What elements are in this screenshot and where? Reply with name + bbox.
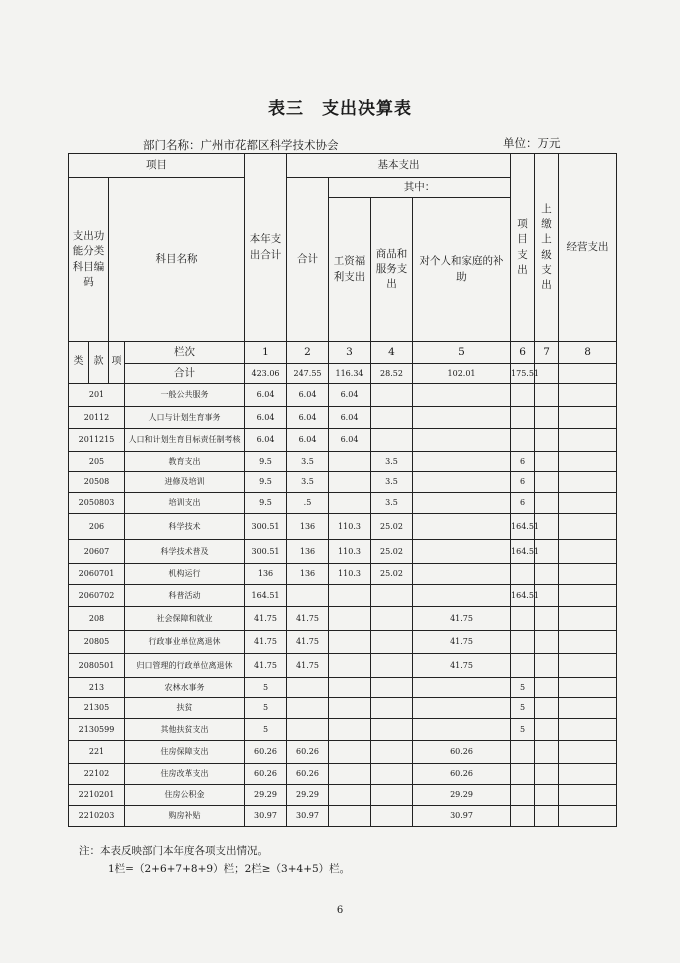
- table-row: [69, 407, 617, 429]
- subject-name: 人口与计划生育事务: [125, 407, 245, 429]
- value-col-8: [559, 564, 617, 585]
- value-col-1: 300.51: [245, 514, 287, 540]
- header-basic: 基本支出: [287, 154, 511, 178]
- subject-name: 科普活动: [125, 585, 245, 607]
- header-qizhong: 其中：: [329, 178, 511, 198]
- total-label: 合计: [125, 364, 245, 384]
- value-col-4: 25.02: [371, 514, 413, 540]
- header-salary: 工资福利支出: [329, 198, 371, 342]
- department-label: 部门名称：: [143, 138, 201, 152]
- value-col-3: [329, 493, 371, 514]
- value-col-6: [511, 384, 535, 407]
- value-col-4: [371, 429, 413, 452]
- value-col-8: [559, 785, 617, 806]
- table-row: [69, 514, 617, 540]
- value-col-7: [535, 564, 559, 585]
- value-col-7: [535, 806, 559, 827]
- value-col-1: 9.5: [245, 493, 287, 514]
- total-value: [559, 364, 617, 384]
- total-value: 28.52: [371, 364, 413, 384]
- value-col-4: [371, 607, 413, 631]
- col-num-6: 6: [511, 342, 535, 364]
- subject-code: 2210201: [69, 785, 125, 806]
- value-col-2: 136: [287, 540, 329, 564]
- value-col-3: [329, 585, 371, 607]
- value-col-7: [535, 452, 559, 472]
- value-col-4: 25.02: [371, 564, 413, 585]
- table-row: [69, 785, 617, 806]
- value-col-6: 6: [511, 493, 535, 514]
- value-col-7: [535, 384, 559, 407]
- col-num-4: 4: [371, 342, 413, 364]
- value-col-3: [329, 719, 371, 741]
- value-col-6: 164.51: [511, 514, 535, 540]
- col-num-2: 2: [287, 342, 329, 364]
- value-col-1: 6.04: [245, 384, 287, 407]
- subject-name: 机构运行: [125, 564, 245, 585]
- value-col-2: 6.04: [287, 407, 329, 429]
- value-col-5: [413, 384, 511, 407]
- total-row: [69, 364, 617, 384]
- value-col-4: [371, 698, 413, 719]
- value-col-5: [413, 493, 511, 514]
- value-col-8: [559, 452, 617, 472]
- subject-name: 农林水事务: [125, 678, 245, 698]
- value-col-2: 3.5: [287, 472, 329, 493]
- subject-code: 2060702: [69, 585, 125, 607]
- subject-code: 2210203: [69, 806, 125, 827]
- value-col-4: 3.5: [371, 472, 413, 493]
- department-name: 广州市花都区科学技术协会: [200, 138, 339, 152]
- department-line: [143, 137, 339, 153]
- table-row: [69, 429, 617, 452]
- value-col-8: [559, 764, 617, 785]
- total-value: 116.34: [329, 364, 371, 384]
- value-col-2: [287, 719, 329, 741]
- value-col-3: [329, 806, 371, 827]
- value-col-6: [511, 806, 535, 827]
- value-col-1: 29.29: [245, 785, 287, 806]
- value-col-6: [511, 607, 535, 631]
- value-col-2: 3.5: [287, 452, 329, 472]
- subject-code: 2011215: [69, 429, 125, 452]
- expenditure-table: [68, 153, 617, 827]
- value-col-4: [371, 585, 413, 607]
- subject-name: 教育支出: [125, 452, 245, 472]
- value-col-1: 6.04: [245, 429, 287, 452]
- header-business: 经营支出: [559, 154, 617, 342]
- total-value: 175.51: [511, 364, 535, 384]
- page-number: 6: [336, 905, 344, 916]
- value-col-3: 6.04: [329, 384, 371, 407]
- value-col-6: [511, 429, 535, 452]
- subject-name: 行政事业单位离退休: [125, 631, 245, 654]
- subject-name: 培训支出: [125, 493, 245, 514]
- value-col-4: [371, 785, 413, 806]
- subject-name: 购房补贴: [125, 806, 245, 827]
- value-col-8: [559, 384, 617, 407]
- subject-name: 归口管理的行政单位离退休: [125, 654, 245, 678]
- value-col-3: 110.3: [329, 564, 371, 585]
- value-col-5: [413, 514, 511, 540]
- total-value: 247.55: [287, 364, 329, 384]
- value-col-6: 6: [511, 472, 535, 493]
- value-col-1: 30.97: [245, 806, 287, 827]
- subject-code: 20607: [69, 540, 125, 564]
- value-col-7: [535, 741, 559, 764]
- col-num-7: 7: [535, 342, 559, 364]
- subject-code: 2130599: [69, 719, 125, 741]
- table-row: [69, 452, 617, 472]
- subject-name: 社会保障和就业: [125, 607, 245, 631]
- table-row: [69, 607, 617, 631]
- value-col-2: 6.04: [287, 384, 329, 407]
- value-col-2: .5: [287, 493, 329, 514]
- value-col-6: [511, 764, 535, 785]
- value-col-8: [559, 585, 617, 607]
- value-col-5: [413, 564, 511, 585]
- value-col-5: [413, 678, 511, 698]
- table-formula-note: 1栏=（2+6+7+8+9）栏；2栏≥（3+4+5）栏。: [108, 863, 351, 875]
- value-col-8: [559, 806, 617, 827]
- subject-code: 21305: [69, 698, 125, 719]
- value-col-3: [329, 472, 371, 493]
- total-value: 423.06: [245, 364, 287, 384]
- col-num-5: 5: [413, 342, 511, 364]
- value-col-5: 29.29: [413, 785, 511, 806]
- subject-code: 206: [69, 514, 125, 540]
- value-col-3: 6.04: [329, 407, 371, 429]
- value-col-8: [559, 407, 617, 429]
- value-col-1: 60.26: [245, 741, 287, 764]
- subject-name: 其他扶贫支出: [125, 719, 245, 741]
- value-col-7: [535, 698, 559, 719]
- subject-code: 201: [69, 384, 125, 407]
- subject-code: 20112: [69, 407, 125, 429]
- subject-name: 一般公共服务: [125, 384, 245, 407]
- table-row: [69, 585, 617, 607]
- total-value: 102.01: [413, 364, 511, 384]
- subject-code: 2060701: [69, 564, 125, 585]
- col-num-3: 3: [329, 342, 371, 364]
- value-col-5: [413, 540, 511, 564]
- value-col-3: [329, 678, 371, 698]
- value-col-2: 136: [287, 564, 329, 585]
- value-col-1: 60.26: [245, 764, 287, 785]
- value-col-4: [371, 764, 413, 785]
- value-col-8: [559, 678, 617, 698]
- table-row: [69, 540, 617, 564]
- value-col-7: [535, 764, 559, 785]
- value-col-5: 60.26: [413, 764, 511, 785]
- col-num-8: 8: [559, 342, 617, 364]
- value-col-6: [511, 631, 535, 654]
- header-lanci: 栏次: [125, 342, 245, 364]
- value-col-4: 3.5: [371, 452, 413, 472]
- value-col-8: [559, 429, 617, 452]
- value-col-5: [413, 585, 511, 607]
- value-col-5: [413, 698, 511, 719]
- value-col-7: [535, 719, 559, 741]
- value-col-3: [329, 452, 371, 472]
- value-col-6: [511, 785, 535, 806]
- value-col-4: [371, 719, 413, 741]
- value-col-6: [511, 741, 535, 764]
- value-col-7: [535, 631, 559, 654]
- header-xiangmu: 项目: [69, 154, 245, 178]
- value-col-7: [535, 785, 559, 806]
- col-num-1: 1: [245, 342, 287, 364]
- value-col-7: [535, 472, 559, 493]
- value-col-1: 5: [245, 698, 287, 719]
- value-col-8: [559, 698, 617, 719]
- subject-name: 住房保障支出: [125, 741, 245, 764]
- page-title: 表三 支出决算表: [268, 99, 412, 119]
- value-col-7: [535, 654, 559, 678]
- subject-code: 221: [69, 741, 125, 764]
- value-col-2: 30.97: [287, 806, 329, 827]
- value-col-5: [413, 719, 511, 741]
- subject-code: 208: [69, 607, 125, 631]
- value-col-1: 5: [245, 678, 287, 698]
- table-row: [69, 719, 617, 741]
- value-col-3: 6.04: [329, 429, 371, 452]
- value-col-6: [511, 564, 535, 585]
- subject-name: 人口和计划生育目标责任制考核: [125, 429, 245, 452]
- value-col-6: 6: [511, 452, 535, 472]
- value-col-2: 60.26: [287, 764, 329, 785]
- header-total-year: 本年支出合计: [245, 154, 287, 342]
- value-col-5: 41.75: [413, 654, 511, 678]
- value-col-5: [413, 472, 511, 493]
- value-col-5: [413, 407, 511, 429]
- value-col-2: 41.75: [287, 607, 329, 631]
- value-col-3: [329, 785, 371, 806]
- header-func-class: 支出功能分类科目编码: [69, 178, 109, 342]
- table-row: [69, 472, 617, 493]
- unit-label: 单位：万元: [503, 136, 561, 150]
- subject-code: 2080501: [69, 654, 125, 678]
- value-col-1: 6.04: [245, 407, 287, 429]
- subject-code: 20805: [69, 631, 125, 654]
- value-col-5: 30.97: [413, 806, 511, 827]
- value-col-7: [535, 407, 559, 429]
- header-upper: 上缴上级支出: [535, 154, 559, 342]
- header-lei: 类: [69, 342, 89, 384]
- value-col-8: [559, 514, 617, 540]
- subject-name: 科学技术: [125, 514, 245, 540]
- value-col-2: 29.29: [287, 785, 329, 806]
- header-goods: 商品和服务支出: [371, 198, 413, 342]
- subject-code: 2050803: [69, 493, 125, 514]
- value-col-6: 5: [511, 698, 535, 719]
- value-col-4: [371, 654, 413, 678]
- value-col-4: [371, 806, 413, 827]
- value-col-5: [413, 429, 511, 452]
- table-row: [69, 698, 617, 719]
- value-col-7: [535, 429, 559, 452]
- value-col-2: 6.04: [287, 429, 329, 452]
- subject-code: 205: [69, 452, 125, 472]
- value-col-4: [371, 678, 413, 698]
- value-col-7: [535, 607, 559, 631]
- value-col-1: 41.75: [245, 631, 287, 654]
- value-col-3: [329, 741, 371, 764]
- header-kuan: 款: [89, 342, 109, 384]
- subject-name: 住房改革支出: [125, 764, 245, 785]
- value-col-4: [371, 384, 413, 407]
- value-col-1: 41.75: [245, 654, 287, 678]
- table-note: 注：本表反映部门本年度各项支出情况。: [79, 845, 268, 857]
- value-col-7: [535, 678, 559, 698]
- value-col-5: 60.26: [413, 741, 511, 764]
- value-col-3: 110.3: [329, 514, 371, 540]
- value-col-4: [371, 741, 413, 764]
- value-col-8: [559, 631, 617, 654]
- value-col-8: [559, 741, 617, 764]
- table-row: [69, 384, 617, 407]
- table-row: [69, 764, 617, 785]
- table-row: [69, 493, 617, 514]
- value-col-2: [287, 678, 329, 698]
- value-col-8: [559, 654, 617, 678]
- value-col-6: 164.51: [511, 585, 535, 607]
- subject-code: 20508: [69, 472, 125, 493]
- value-col-3: [329, 698, 371, 719]
- value-col-8: [559, 719, 617, 741]
- table-row: [69, 564, 617, 585]
- value-col-1: 164.51: [245, 585, 287, 607]
- value-col-6: [511, 407, 535, 429]
- value-col-6: 5: [511, 678, 535, 698]
- header-subject-name: 科目名称: [109, 178, 245, 342]
- value-col-5: 41.75: [413, 607, 511, 631]
- subject-code: 213: [69, 678, 125, 698]
- value-col-1: 5: [245, 719, 287, 741]
- subject-code: 22102: [69, 764, 125, 785]
- value-col-8: [559, 472, 617, 493]
- value-col-4: [371, 407, 413, 429]
- value-col-8: [559, 540, 617, 564]
- value-col-1: 300.51: [245, 540, 287, 564]
- value-col-3: [329, 654, 371, 678]
- table-row: [69, 806, 617, 827]
- value-col-2: 41.75: [287, 631, 329, 654]
- value-col-2: [287, 698, 329, 719]
- header-basic-total: 合计: [287, 178, 329, 342]
- header-xiang: 项: [109, 342, 125, 384]
- value-col-5: [413, 452, 511, 472]
- subject-name: 住房公积金: [125, 785, 245, 806]
- header-personal: 对个人和家庭的补助: [413, 198, 511, 342]
- value-col-1: 136: [245, 564, 287, 585]
- table-row: [69, 678, 617, 698]
- value-col-3: [329, 631, 371, 654]
- header-project: 项目支出: [511, 154, 535, 342]
- value-col-2: 60.26: [287, 741, 329, 764]
- subject-name: 扶贫: [125, 698, 245, 719]
- value-col-3: [329, 764, 371, 785]
- table-row: [69, 654, 617, 678]
- value-col-4: [371, 631, 413, 654]
- subject-name: 科学技术普及: [125, 540, 245, 564]
- value-col-1: 9.5: [245, 472, 287, 493]
- value-col-4: 25.02: [371, 540, 413, 564]
- value-col-1: 41.75: [245, 607, 287, 631]
- value-col-1: 9.5: [245, 452, 287, 472]
- table-row: [69, 741, 617, 764]
- value-col-6: 5: [511, 719, 535, 741]
- value-col-7: [535, 493, 559, 514]
- value-col-2: 136: [287, 514, 329, 540]
- value-col-4: 3.5: [371, 493, 413, 514]
- value-col-8: [559, 493, 617, 514]
- value-col-3: 110.3: [329, 540, 371, 564]
- value-col-6: 164.51: [511, 540, 535, 564]
- value-col-8: [559, 607, 617, 631]
- value-col-2: [287, 585, 329, 607]
- value-col-3: [329, 607, 371, 631]
- value-col-6: [511, 654, 535, 678]
- subject-name: 进修及培训: [125, 472, 245, 493]
- value-col-2: 41.75: [287, 654, 329, 678]
- value-col-5: 41.75: [413, 631, 511, 654]
- table-row: [69, 631, 617, 654]
